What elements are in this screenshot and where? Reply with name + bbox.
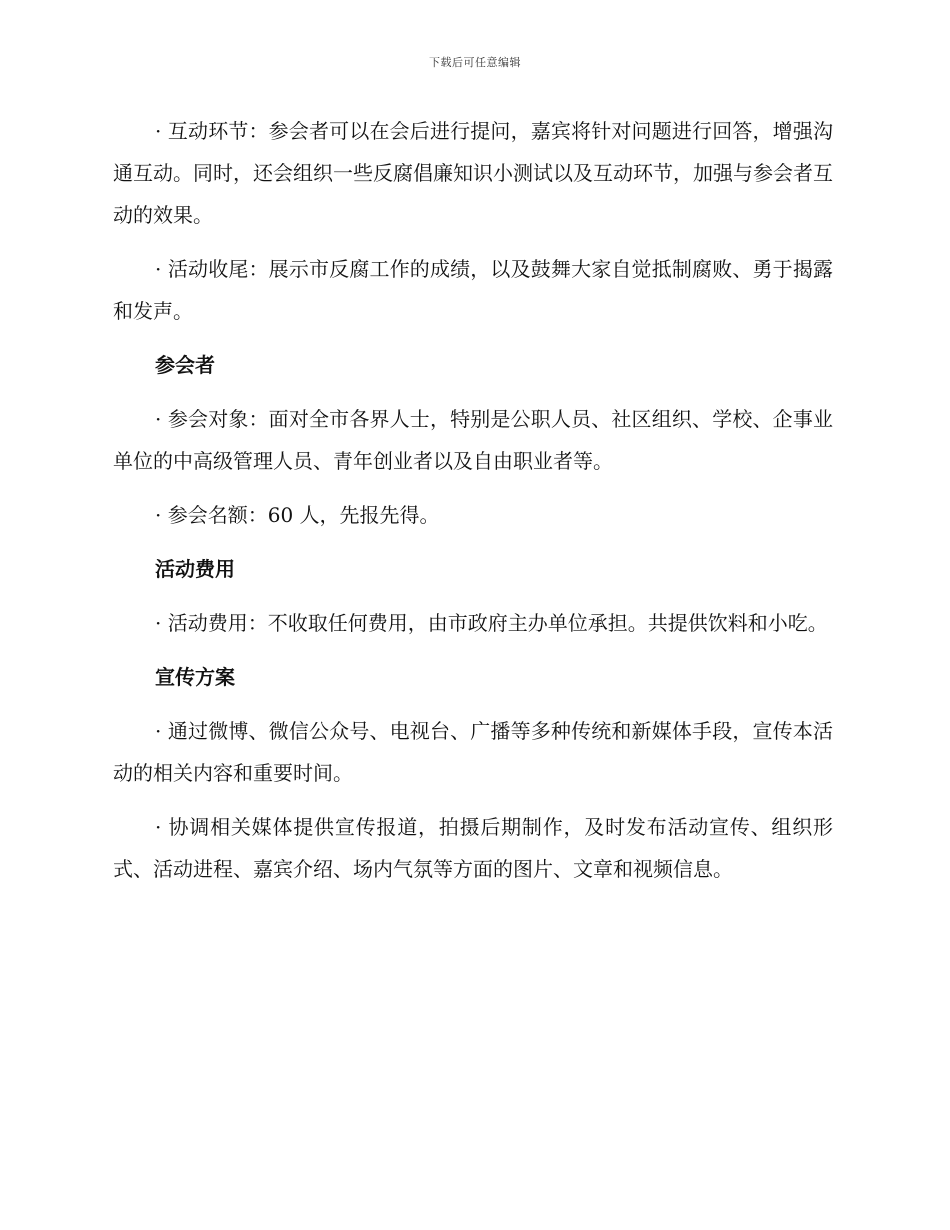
paragraph-quota: · 参会名额：60 人，先报先得。 — [155, 503, 440, 527]
header-note: 下载后可任意编辑 — [429, 56, 521, 69]
paragraph-media: · 通过微博、微信公众号、电视台、广播等多种传统和新媒体手段，宣传本活动的相关内容和重要时间。 — [113, 719, 833, 785]
paragraph-fee: · 活动费用：不收取任何费用，由市政府主办单位承担。共提供饮料和小吃。 — [155, 611, 828, 635]
heading-fees: 活动费用 — [155, 557, 235, 581]
paragraph-audience: · 参会对象：面对全市各界人士，特别是公职人员、社区组织、学校、企事业单位的中高级管理人员、青年创业者以及自由职业者等。 — [113, 407, 833, 473]
paragraph-interaction: · 互动环节：参会者可以在会后进行提问，嘉宾将针对问题进行回答，增强沟通互动。同时，还会组织一些反腐倡廉知识小测试以及互动环节，加强与参会者互动的效果。 — [113, 119, 833, 227]
heading-promotion: 宣传方案 — [155, 665, 235, 689]
heading-participants: 参会者 — [155, 353, 215, 377]
paragraph-coordination: · 协调相关媒体提供宣传报道，拍摄后期制作，及时发布活动宣传、组织形式、活动进程、嘉宾介绍、场内气氛等方面的图片、文章和视频信息。 — [113, 815, 833, 881]
document-body — [113, 110, 833, 902]
paragraph-closing: · 活动收尾：展示市反腐工作的成绩，以及鼓舞大家自觉抵制腐败、勇于揭露和发声。 — [113, 257, 833, 323]
